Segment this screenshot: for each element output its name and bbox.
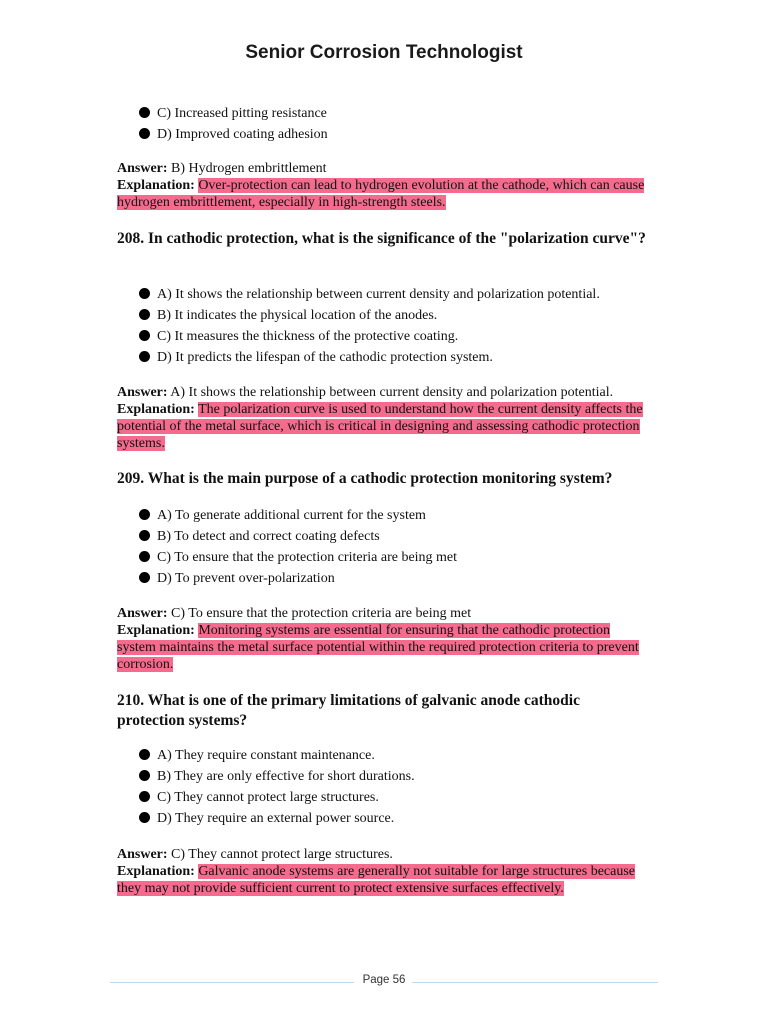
page-footer — [110, 972, 658, 992]
bullet-icon — [139, 791, 150, 802]
question-208: 208. In cathodic protection, what is the significance of the "polarization curve"? — [117, 230, 646, 247]
option-a: A) They require constant maintenance. — [139, 748, 647, 763]
question-207-continuation — [117, 106, 647, 148]
highlighted-explanation: Monitoring systems are essential for ensuring that the cathodic protection system maintains the metal surface potential within the required protection criteria to prevent corrosion. — [117, 623, 639, 672]
option-list — [117, 106, 647, 142]
answer: Answer: A) It shows the relationship between current density and polarization potential. — [117, 385, 614, 400]
bullet-icon — [139, 509, 150, 520]
answer: Answer: C) To ensure that the protection criteria are being met — [117, 606, 472, 621]
option-list — [117, 287, 647, 365]
page-title: Senior Corrosion Technologist — [245, 42, 523, 63]
bullet-icon — [139, 572, 150, 583]
option-d: D) Improved coating adhesion — [139, 127, 647, 142]
option-c: C) Increased pitting resistance — [139, 106, 647, 121]
highlighted-explanation: Galvanic anode systems are generally not suitable for large structures because they may not provide sufficient current to protect extensive surfaces effectively. — [117, 864, 635, 896]
option-b: B) It indicates the physical location of the anodes. — [139, 308, 647, 323]
bullet-icon — [139, 288, 150, 299]
explanation: Explanation: The polarization curve is used to understand how the current density affects the potential of the metal surface, which is critical in designing and assessing cathodic protection systems. — [117, 402, 643, 451]
answer-block-207 — [117, 160, 647, 211]
option-list — [117, 748, 647, 826]
option-list — [117, 508, 647, 586]
answer: Answer: B) Hydrogen embrittlement — [117, 161, 327, 176]
bullet-icon — [139, 530, 150, 541]
bullet-icon — [139, 330, 150, 341]
highlighted-explanation: The polarization curve is used to understand how the current density affects the potential of the metal surface, which is critical in designing and assessing cathodic protection systems. — [117, 402, 643, 451]
question-210: 210. What is one of the primary limitations of galvanic anode cathodic protection systems? — [117, 692, 580, 729]
bullet-icon — [139, 770, 150, 781]
option-a: A) It shows the relationship between current density and polarization potential. — [139, 287, 647, 302]
question-209: 209. What is the main purpose of a cathodic protection monitoring system? — [117, 470, 613, 487]
question-209-options — [117, 508, 647, 592]
page-number: Page 56 — [362, 974, 406, 986]
option-c: C) It measures the thickness of the protective coating. — [139, 329, 647, 344]
answer-block-208 — [117, 384, 647, 452]
bullet-icon — [139, 107, 150, 118]
bullet-icon — [139, 551, 150, 562]
explanation: Explanation: Galvanic anode systems are generally not suitable for large structures because they may not provide sufficient current to protect extensive surfaces effectively. — [117, 864, 635, 896]
question-210-options — [117, 748, 647, 832]
explanation: Explanation: Monitoring systems are essential for ensuring that the cathodic protection system maintains the metal surface potential within the required protection criteria to prevent corrosion. — [117, 623, 639, 672]
bullet-icon — [139, 812, 150, 823]
answer-block-210 — [117, 846, 647, 897]
bullet-icon — [139, 128, 150, 139]
option-d: D) They require an external power source. — [139, 811, 647, 826]
bullet-icon — [139, 351, 150, 362]
question-208-options — [117, 287, 647, 371]
option-d: D) To prevent over-polarization — [139, 571, 647, 586]
option-b: B) They are only effective for short durations. — [139, 769, 647, 784]
footer-rule-right — [412, 982, 658, 983]
answer: Answer: C) They cannot protect large structures. — [117, 847, 393, 862]
option-c: C) They cannot protect large structures. — [139, 790, 647, 805]
bullet-icon — [139, 749, 150, 760]
explanation: Explanation: Over-protection can lead to hydrogen evolution at the cathode, which can cause hydrogen embrittlement, especially in high-strength steels. — [117, 178, 645, 210]
option-c: C) To ensure that the protection criteria are being met — [139, 550, 647, 565]
bullet-icon — [139, 309, 150, 320]
highlighted-explanation: Over-protection can lead to hydrogen evolution at the cathode, which can cause hydrogen embrittlement, especially in high-strength steels. — [117, 178, 645, 210]
option-b: B) To detect and correct coating defects — [139, 529, 647, 544]
option-a: A) To generate additional current for the system — [139, 508, 647, 523]
answer-block-209 — [117, 605, 647, 673]
option-d: D) It predicts the lifespan of the cathodic protection system. — [139, 350, 647, 365]
